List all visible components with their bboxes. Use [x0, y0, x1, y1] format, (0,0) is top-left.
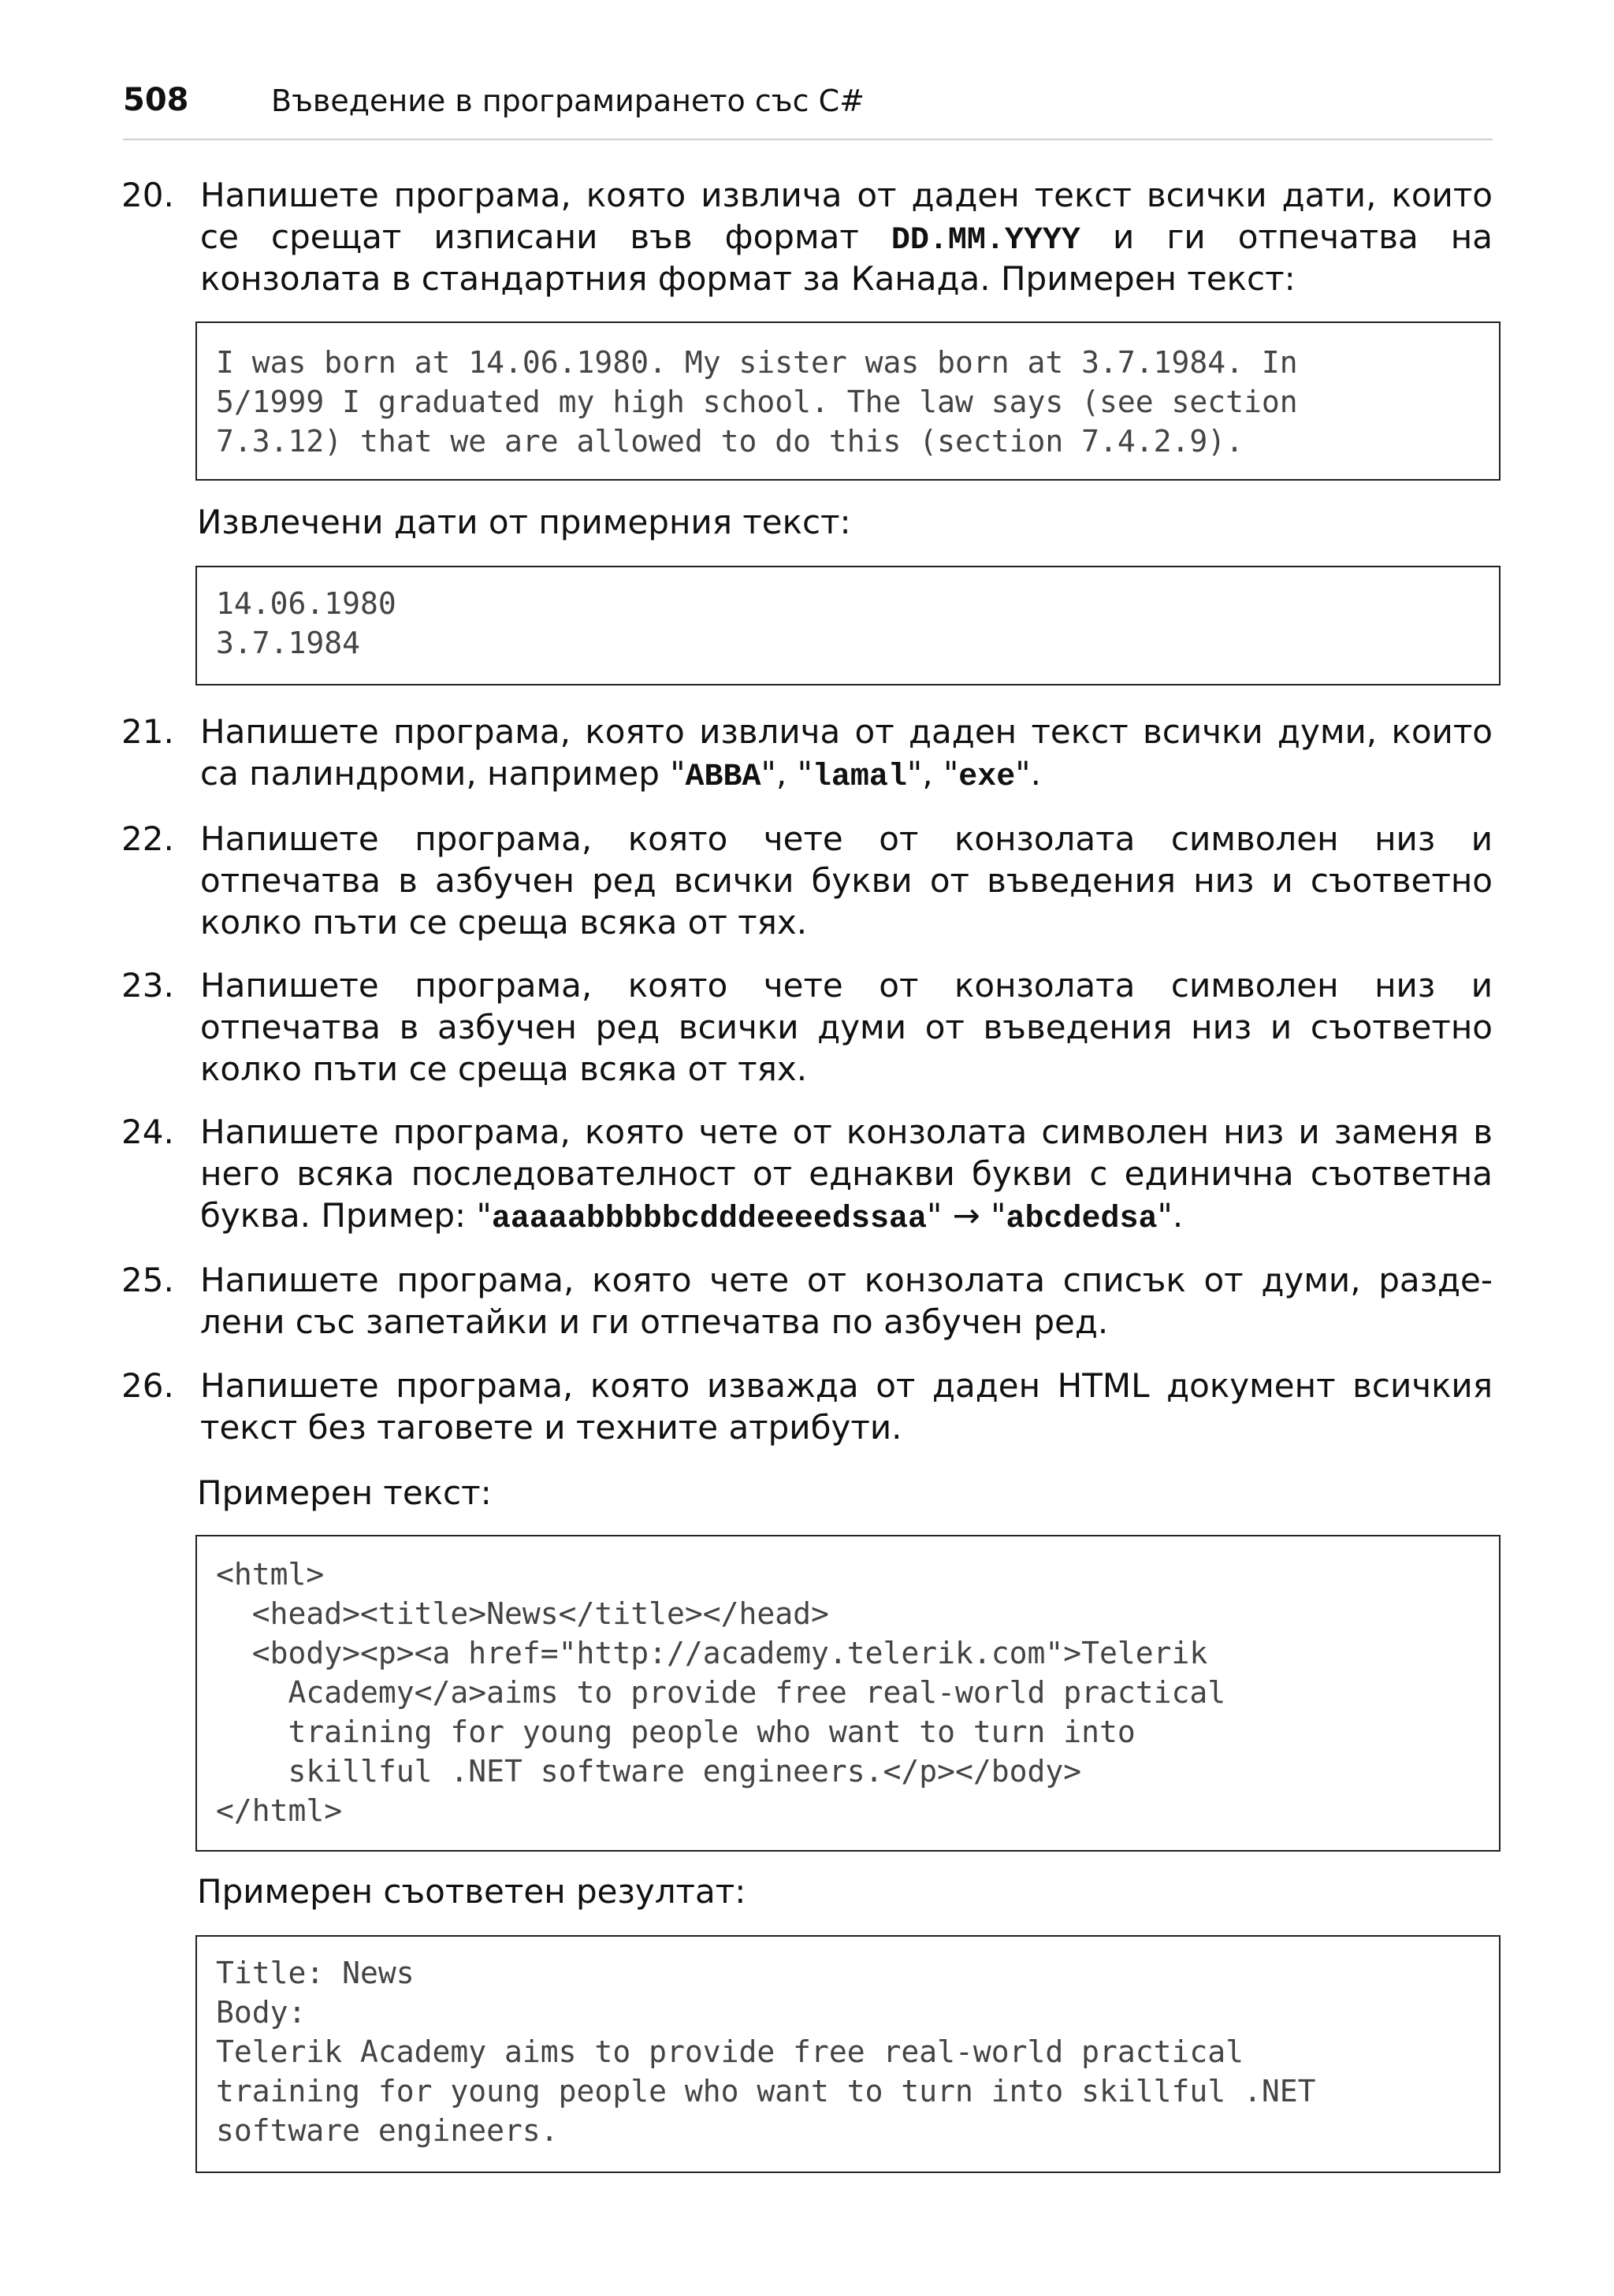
- text-segment: конзолата в стандартния формат за Канада. Примерен текст:: [200, 259, 1296, 298]
- result-box: [195, 1935, 1501, 2173]
- sample-intro: Примерен текст:: [197, 1473, 492, 1512]
- example-input: aaaaabbbbbcdddeeeedssaa: [491, 1202, 927, 1237]
- exercise-text-line: Напишете програма, която чете от конзолата списък от думи, разде-: [200, 1261, 1493, 1299]
- page-number: 508: [123, 82, 189, 118]
- exercise-number: 21.: [121, 712, 174, 751]
- exercise-text-line: [200, 258, 1493, 299]
- exercise-number: 20.: [121, 176, 174, 214]
- exercise-text-line: него всяка последователност от еднакви букви с единична съответна: [200, 1154, 1493, 1193]
- exercise-text-line: Напишете програма, която чете от конзолата символен низ и: [200, 819, 1493, 858]
- code-line: Telerik Academy aims to provide free real-world practical: [216, 2034, 1244, 2069]
- exercise-22: [121, 818, 1497, 946]
- exercise-text-line: Напишете програма, която изважда от даден HTML документ всичкия: [200, 1366, 1493, 1405]
- text-segment: са палиндроми, например ": [200, 754, 686, 793]
- exercise-text-line: колко пъти се среща всяка от тях.: [200, 903, 808, 942]
- exercise-text-line: Напишете програма, която чете от конзолата символен низ и: [200, 966, 1493, 1005]
- exercise-text-line: [200, 752, 1493, 798]
- exercise-number: 23.: [121, 966, 174, 1005]
- exercise-20: [121, 174, 1497, 308]
- palindrome-example: ABBA: [685, 760, 761, 795]
- text-segment: ".: [1015, 754, 1041, 793]
- exercise-23: [121, 964, 1497, 1092]
- code-line: <head><title>News</title></head>: [216, 1596, 829, 1631]
- result-intro: Примерен съответен резултат:: [197, 1872, 746, 1911]
- text-segment: ", ": [906, 754, 959, 793]
- exercise-text-line: [200, 216, 1493, 262]
- code-line: training for young people who want to turn into skillful .NET: [216, 2074, 1316, 2108]
- code-line: 14.06.1980: [216, 586, 396, 621]
- code-line: <html>: [216, 1557, 325, 1592]
- exercise-number: 25.: [121, 1261, 174, 1299]
- code-line: Title: News: [216, 1956, 415, 1990]
- result-intro: Извлечени дати от примерния текст:: [197, 503, 851, 541]
- code-line: Body:: [216, 1995, 307, 2030]
- text-segment: Напишете програма, която извлича от даден текст всички думи, които: [200, 712, 1493, 751]
- exercise-text-line: [200, 1194, 1493, 1240]
- exercise-number: 22.: [121, 819, 174, 858]
- text-segment: Напишете програма, която извлича от даден текст всички дати, които: [200, 176, 1493, 214]
- text-segment: ".: [1157, 1196, 1184, 1235]
- example-output: abcdedsa: [1006, 1202, 1158, 1237]
- exercise-number: 24.: [121, 1113, 174, 1151]
- exercise-24: [121, 1111, 1497, 1239]
- exercise-text-line: отпечатва в азбучен ред всички думи от въведения низ и съответно: [200, 1008, 1493, 1046]
- exercise-text-line: [200, 174, 1493, 216]
- exercise-26: [121, 1365, 1497, 1451]
- result-box: [195, 566, 1501, 685]
- code-line: </html>: [216, 1793, 343, 1828]
- code-line: Academy</a>aims to provide free real-world practical: [216, 1675, 1226, 1710]
- exercise-text-line: лени със запетайки и ги отпечатва по азбучен ред.: [200, 1302, 1109, 1341]
- palindrome-example: lamal: [812, 760, 907, 795]
- date-format-code: DD.MM.YYYY: [891, 223, 1080, 258]
- code-line: I was born at 14.06.1980. My sister was born at 3.7.1984. In: [216, 345, 1298, 380]
- page-header: [123, 82, 1493, 140]
- sample-text-box: [195, 321, 1501, 481]
- exercise-text-line: отпечатва в азбучен ред всички букви от въведения низ и съответно: [200, 861, 1493, 900]
- exercise-text-line: текст без таговете и техните атрибути.: [200, 1408, 902, 1447]
- arrow-icon: " → ": [926, 1196, 1006, 1235]
- text-segment: буква. Пример: ": [200, 1196, 492, 1235]
- exercise-number: 26.: [121, 1366, 174, 1405]
- code-line: 3.7.1984: [216, 626, 361, 660]
- exercise-25: [121, 1259, 1497, 1346]
- code-line: skillful .NET software engineers.</p></body>: [216, 1754, 1082, 1789]
- text-segment: и ги отпечатва на: [1080, 217, 1493, 256]
- exercise-text-line: колко пъти се среща всяка от тях.: [200, 1050, 808, 1088]
- text-segment: се срещат изписани във формат: [200, 217, 891, 256]
- exercise-text-line: Напишете програма, която чете от конзолата символен низ и заменя в: [200, 1113, 1493, 1151]
- html-sample-box: [195, 1535, 1501, 1852]
- running-title: Въведение в програмирането със C#: [271, 84, 865, 118]
- code-line: 5/1999 I graduated my high school. The law says (see section: [216, 385, 1298, 419]
- code-line: 7.3.12) that we are allowed to do this (section 7.4.2.9).: [216, 424, 1244, 459]
- text-segment: ", ": [761, 754, 813, 793]
- exercise-21: [121, 711, 1497, 797]
- code-line: training for young people who want to turn into: [216, 1715, 1136, 1749]
- exercise-text-line: [200, 711, 1493, 752]
- code-line: software engineers.: [216, 2113, 559, 2148]
- palindrome-example: exe: [958, 760, 1016, 795]
- code-line: <body><p><a href="http://academy.telerik.com">Telerik: [216, 1636, 1208, 1670]
